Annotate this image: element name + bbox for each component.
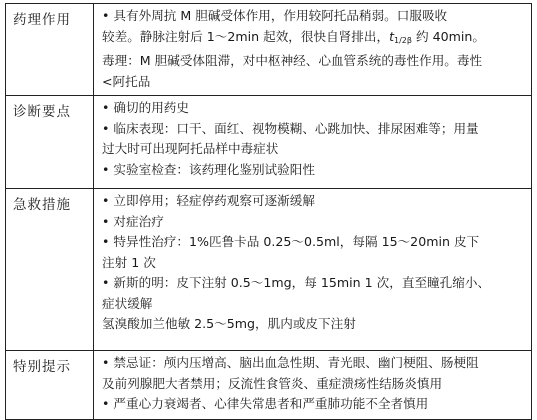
row-label-emergency: 急救措施 [6,189,94,351]
content-line-text: 较差。静脉注射后 1～2min 起效，很快自肾排出， [102,28,390,44]
content-line: • 具有外周抗 M 胆碱受体作用，作用较阿托品稍弱。口服吸收 [102,8,448,23]
row-label-pharmacology: 药理作用 [6,4,94,96]
content-line: 注射 1 次 [102,254,156,270]
content-line: 过大时可出现阿托品样中毒症状 [102,141,279,156]
row-emergency [6,189,532,351]
content-line: • 临床表现：口干、面红、视物模糊、心跳加快、排尿困难等；用量 [102,120,479,136]
halflife-symbol: t [389,28,395,44]
row-content-emergency [94,189,532,351]
row-label-diagnosis: 诊断要点 [6,96,94,189]
content-line: 毒理：M 胆碱受体阻滞，对中枢神经、心血管系统的毒性作用。毒性 [102,53,483,68]
row-label-special-notes: 特别提示 [6,351,94,420]
content-line: • 严重心力衰竭者、心律失常患者和严重肺功能不全者慎用 [102,396,429,411]
content-line: • 禁忌证：颅内压增高、脑出血急性期、青光眼、幽门梗阻、肠梗阻 [102,355,479,370]
content-line: 氢溴酸加兰他敏 2.5～5mg，肌内或皮下注射 [102,316,356,331]
halflife-subscript: 1/2β [394,35,412,45]
row-content-pharmacology [94,4,532,96]
row-special-notes [6,351,532,420]
row-content-diagnosis [94,96,532,189]
halflife-value: 约 40min。 [412,28,485,44]
drug-info-table [5,3,532,420]
row-content-special-notes [94,351,532,420]
row-diagnosis [6,96,532,189]
content-line-halflife [102,27,527,52]
content-line: <阿托品 [102,73,151,89]
content-line: • 确切的用药史 [102,100,189,115]
row-pharmacology [6,4,532,96]
content-line: 及前列腺肥大者禁用；反流性食管炎、重症溃疡性结肠炎慎用 [102,375,443,391]
content-line: • 立即停用；轻症停药观察可逐渐缓解 [102,193,315,208]
content-line: 症状缓解 [102,295,153,311]
content-line: • 对症治疗 [102,213,164,229]
content-line: • 实验室检查：该药理化鉴别试验阳性 [102,161,315,177]
content-line: • 新斯的明：皮下注射 0.5～1mg，每 15min 1 次，直至瞳孔缩小、 [102,275,491,290]
content-line: • 特异性治疗：1%匹鲁卡品 0.25～0.5ml，每隔 15～20min 皮下 [102,234,480,249]
